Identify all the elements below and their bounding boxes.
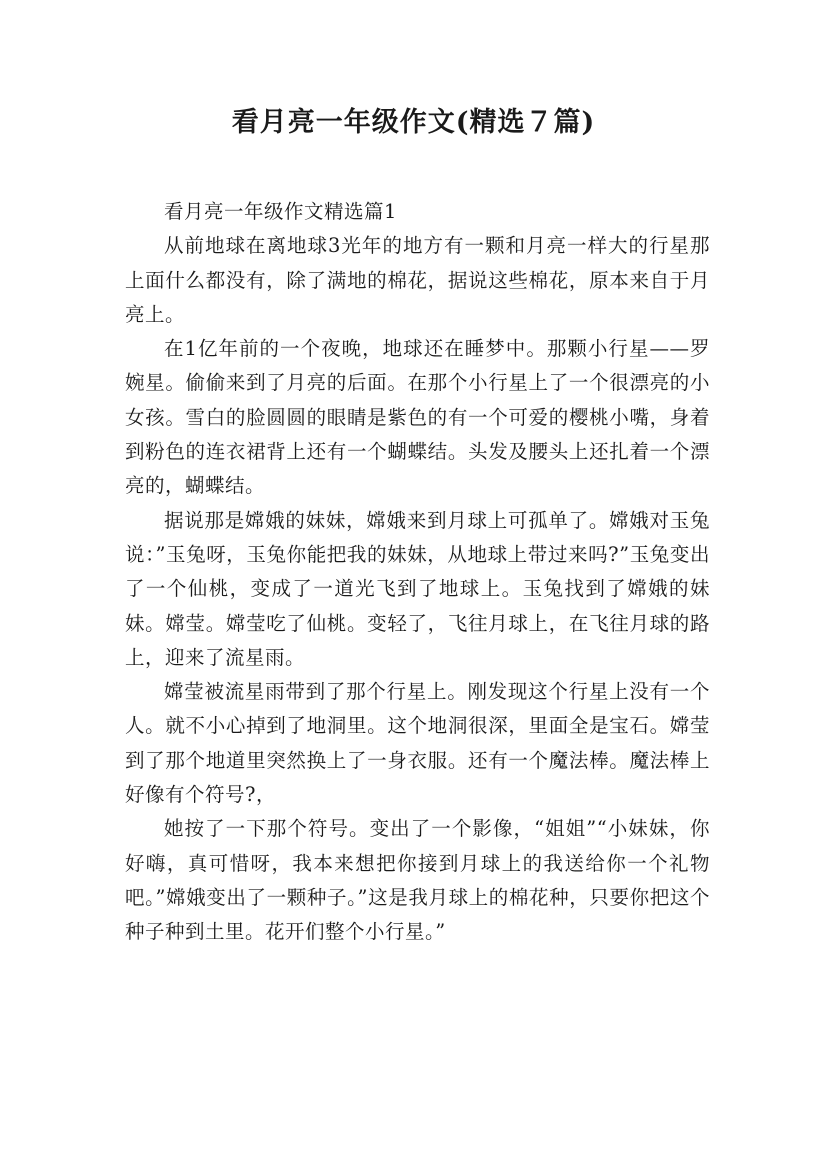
paragraph: 嫦莹被流星雨带到了那个行星上。刚发现这个行星上没有一个人。就不小心掉到了地洞里。这个地洞很深，里面全是宝石。嫦莹到了那个地道里突然换上了一身衣服。还有一个魔法棒。魔法棒上好像有个符号?，	[125, 680, 710, 807]
paragraph: 据说那是嫦娥的妹妹，嫦娥来到月球上可孤单了。嫦娥对玉兔说：”玉兔呀，玉兔你能把我的妹妹，从地球上带过来吗?”玉兔变出了一个仙桃，变成了一道光飞到了地球上。玉兔找到了嫦娥的妹妹。嫦莹。嫦莹吃了仙桃。变轻了，飞往月球上，在飞往月球的路上，迎来了流星雨。	[125, 508, 710, 669]
document-title: 看月亮一年级作文(精选７篇)	[231, 107, 596, 138]
section-heading: 看月亮一年级作文精选篇1	[164, 200, 397, 223]
document-body	[125, 195, 710, 950]
paragraph: 从前地球在离地球3光年的地方有一颗和月亮一样大的行星那上面什么都没有，除了满地的棉花，据说这些棉花，原本来自于月亮上。	[125, 234, 710, 326]
paragraph: 她按了一下那个符号。变出了一个影像，“姐姐”“小妹妹，你好嗨，真可惜呀，我本来想把你接到月球上的我送给你一个礼物吧。”嫦娥变出了一颗种子。”这是我月球上的棉花种，只要你把这个种子种到土里。花开们整个小行星。”	[125, 817, 710, 944]
paragraph: 在1亿年前的一个夜晚，地球还在睡梦中。那颗小行星——罗婉星。偷偷来到了月亮的后面。在那个小行星上了一个很漂亮的小女孩。雪白的脸圆圆的眼睛是紫色的有一个可爱的樱桃小嘴，身着到粉色的连衣裙背上还有一个蝴蝶结。头发及腰头上还扎着一个漂亮的，蝴蝶结。	[125, 337, 710, 498]
